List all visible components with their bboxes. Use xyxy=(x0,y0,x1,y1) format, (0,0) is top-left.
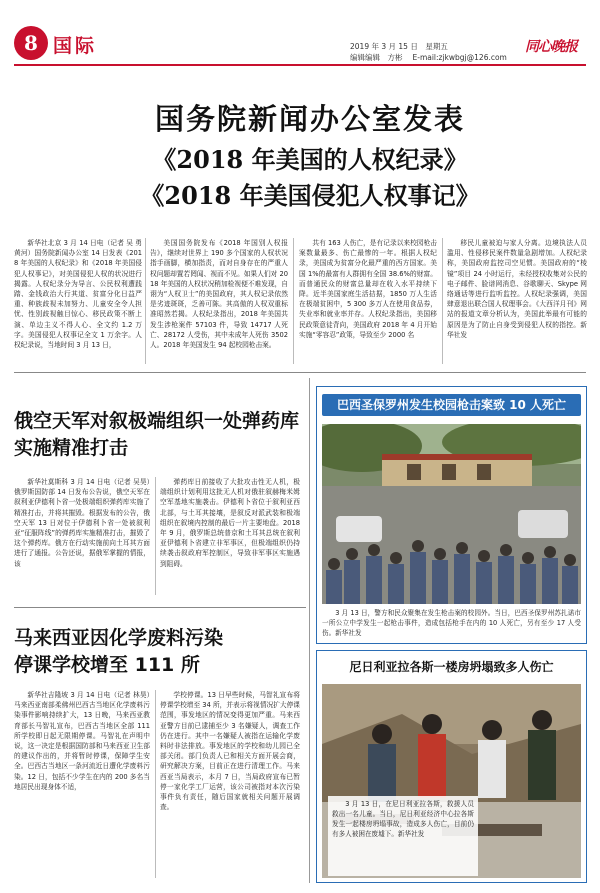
header-info xyxy=(350,41,520,63)
malaysia-story-text-2: 学校停课。13 日早些时候，马智礼宣布将停课学校增至 34 所，并表示将视情况扩大停课范围，事发地区的情况变得更加严重。马来西亚警方目前已逮捕至少 3 名嫌疑人，调查工作仍在进行。其中一名嫌疑人被指在运输化学废料时非法排放。事发地区的学校和幼儿园已全部关闭。部门负责人已和相关方面开展会商，研究解决方案，目前正在进行清理工作。马来西亚当局表示，本月 7 日，当局政府宣布已暂停一家化学工厂运营，该公司被指对本次污染事件负有责任，随后国家就相关问题开展调查。 xyxy=(160,691,300,812)
vertical-section-divider xyxy=(309,378,310,883)
syria-title-line-2: 实施精准打击 xyxy=(14,437,129,459)
section-divider xyxy=(14,607,306,608)
nigeria-rescue-photo xyxy=(322,684,581,878)
email-line: E-mail:zjkwbgj@126.com xyxy=(412,53,507,62)
syria-story-text-1: 新华社莫斯科 3 月 14 日电（记者 吴昊）俄罗斯国防部 14 日发布公告说，俄空天军在叙利亚伊德利卜省一处极端组织弹药库实施了精准打击，并将其摧毁。根据发布的公告，俄空天军 13 日对位于伊德利卜省一处被叙利亚“征服阵线”的弹药库实施精准打击，摧毁了这个弹药库。俄方在行动实施前向土耳其方面进行了通报。公告还说，据俄军掌握的情报，该 xyxy=(14,478,150,568)
headline-line-3: 《2018 年美国侵犯人权事记》 xyxy=(140,181,480,210)
malaysia-title-line-1: 马来西亚因化学废料污染 xyxy=(14,627,224,649)
crowd-scene-illustration xyxy=(322,424,581,604)
malaysia-story-column-1 xyxy=(14,690,150,880)
section-divider xyxy=(14,372,586,373)
main-headline xyxy=(60,100,560,214)
malaysia-story-title xyxy=(14,625,304,679)
editor-line: 编辑编辑 方彬 xyxy=(350,53,403,62)
column-divider xyxy=(293,238,294,364)
date-line: 2019 年 3 月 15 日 星期五 xyxy=(350,42,448,51)
section-name: 国际 xyxy=(53,35,98,57)
column-divider xyxy=(442,238,443,364)
nigeria-photo-caption: 3 月 13 日，在尼日利亚拉各斯，救援人员救出一名儿童。当日，尼日利亚经济中心拉各斯发生一起楼房坍塌事故，造成多人伤亡，目前仍有多人被困在废墟下。新华社发 xyxy=(328,796,478,876)
page-number-badge: 8 xyxy=(14,26,48,60)
main-story-column-4 xyxy=(447,238,587,366)
syria-title-line-1: 俄空天军对叙极端组织一处弹药库 xyxy=(14,410,300,432)
newspaper-brand-logo: 同心晚报 xyxy=(525,39,577,55)
headline-line-2: 《2018 年美国的人权纪录》 xyxy=(152,145,468,174)
main-story-text-2: 美国国务院发布《2018 年国别人权报告》，继续对世界上 190 多个国家的人权状况指手画脚，横加指责，而对自身存在的严重人权问题却置若罔闻、视而不见。如果人们对 2018 年美国的人权状况稍加检视便不难发现，自诩为“人权卫士”的美国政府，其人权记录依然是劣迹斑斑，乏善可陈。其高傲的人权双重标准昭然若揭。人权纪录指出，2018 年美国共发生涉枪案件 57103 件，导致 14717 人死亡、28172 人受伤，其中未成年人死伤 3502 人。2018 年美国发生 94 起校园枪击案。 xyxy=(150,239,288,350)
syria-story-text-2: 弹药库日前接收了大批攻击性无人机，极端组织计划利用这批无人机对俄驻叙赫梅米姆空军基地实施袭击。伊德利卜省位于叙利亚西北部，与土耳其接壤，是叙反对派武装和极端组织在叙境内控制的最后一片主要地盘。2018 年 9 月，俄罗斯总统普京和土耳其总统在叙利亚伊德利卜省建立非军事区，但极端组织仍持续袭击叙政府军控制区，导致非军事区实施遇到阻碍。 xyxy=(160,478,300,568)
brazil-box-title: 巴西圣保罗州发生校园枪击案致 10 人死亡 xyxy=(322,394,581,416)
main-story-text-3: 共有 163 人伤亡，是有记录以来校园枪击案数量最多、伤亡最惨的一年。根据人权纪录，美国成为贫富分化最严重的西方国家。美国 1%的最富有人群拥有全国 38.6%的财富。而普通民众的财富总量却在收入水平持续下降。近半美国家庭生活拮据，1850 万人生活在极端贫困中，5 300 多万人在使用食品券，失业率和就业率并存。人权纪录指出，美国移民政策意徒背向，美国政府 2018 年 4 月开始实施“零容忍”政策，导致至少 2000 名 xyxy=(299,239,437,339)
main-story-text-1: 新华社北京 3 月 14 日电（记者 吴 勇 黄河）国务院新闻办公室 14 日发表《2018 年美国的人权纪录》和《2018 年美国侵犯人权事记》，对美国侵犯人权的状况进行揭露。人权纪录分为导言、公民权利遭践踏、金钱政治大行其道、贫富分化日益严重、种族歧视未加努力、儿童安全令人担忧、性别歧视触目惊心、移民政策不断上演、单边主义不得人心、全文约 1.2 万字。美国侵犯人权事记全文 1 万余字。人权纪录说，当地时间 3 月 13 日， xyxy=(14,239,142,350)
main-story-column-2 xyxy=(150,238,288,366)
syria-story-column-1 xyxy=(14,477,150,597)
syria-story-column-2 xyxy=(160,477,300,597)
page-header xyxy=(0,0,600,66)
main-story-text-4: 移民儿童被迫与家人分离。边境执法人员滥用、性侵移民案件数量急剧增加。人权纪录称，美国政府监控司空见惯。美国政府的“棱镜”项目 24 小时运行，未经授权收集对公民的电子邮件、脸谱网消息、谷歌聊天、Skype 网络通话等进行监听监控。人权纪录强调，美国肆意退出联合国人权理事会。《大西洋月刊》网站的报道文章分析认为，美国此举最有可能的原因是为了防止自身受到侵犯人权的指控。新华社发 xyxy=(447,239,587,339)
headline-line-1: 国务院新闻办公室发表 xyxy=(154,102,465,136)
malaysia-story-text-1: 新华社吉隆坡 3 月 14 日电（记者 林昊）马来西亚南部柔佛州巴西古当地区化学废料污染事件影响持续扩大，13 日晚，马来西亚教育部长马智礼宣布，巴西古当地区全部 111 所学校即日起无限期停课。马智礼在声明中说，这一决定是根据国防部和马来西亚卫生部的建议作出的，并将暂时停课，保障学生安全。巴西古当地区一条河流近日遭化学废料污染。12 日，包括不少学生在内的 200 多名当地居民出现身体不适， xyxy=(14,691,150,791)
brazil-photo-caption: 3 月 13 日，警方和民众聚集在发生枪击案的校园外。当日，巴西圣保罗州苏扎诺市一所公立中学发生一起枪击事件，造成包括枪手在内的 10 人死亡，另有至少 17 人受伤。新华社发 xyxy=(322,609,581,637)
main-story-column-1 xyxy=(14,238,142,366)
column-divider xyxy=(145,238,146,364)
syria-story-title xyxy=(14,408,304,462)
column-divider xyxy=(155,477,156,595)
malaysia-title-line-2: 停课学校增至 111 所 xyxy=(14,654,200,676)
brazil-school-photo xyxy=(322,424,581,604)
header-rule xyxy=(14,64,586,66)
main-story-column-3 xyxy=(299,238,437,366)
column-divider xyxy=(155,690,156,878)
malaysia-story-column-2 xyxy=(160,690,300,880)
nigeria-box-title: 尼日利亚拉各斯一楼房坍塌致多人伤亡 xyxy=(349,660,554,674)
